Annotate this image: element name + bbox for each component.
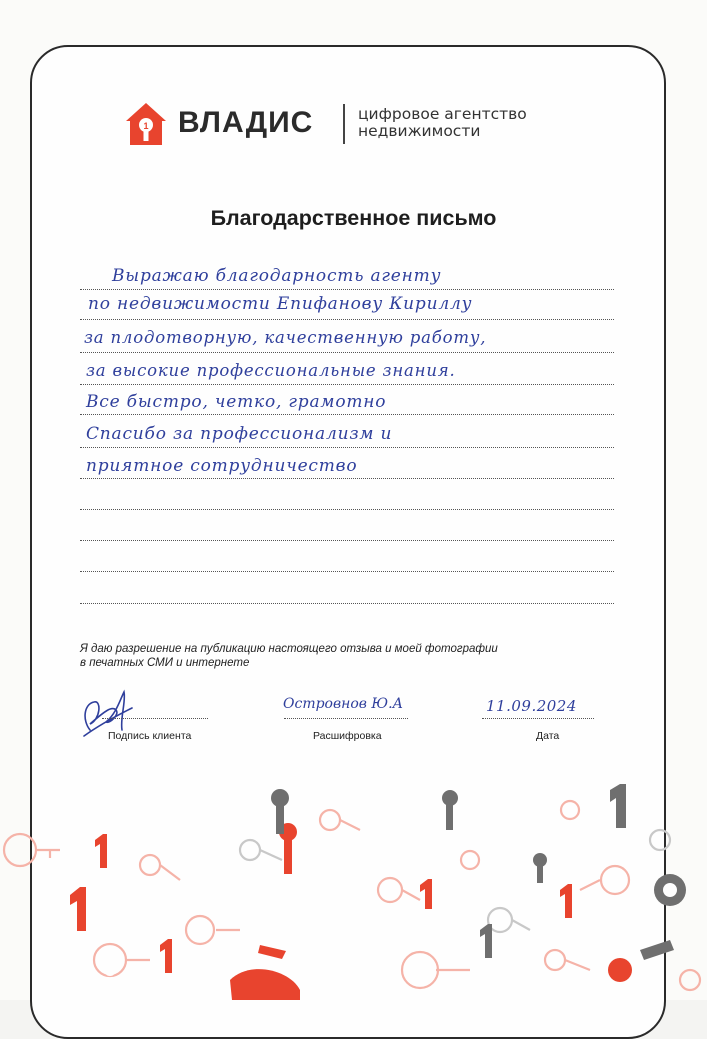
ruled-line [80,571,614,572]
client-signature-label: Подпись клиента [108,730,192,742]
handwritten-line-6: Спасибо за профессионализм и [86,424,393,444]
svg-text:1: 1 [143,121,149,131]
handwritten-line-1: Выражаю благодарность агенту [112,266,442,286]
date-label: Дата [536,730,560,742]
consent-text [80,642,640,670]
ruled-line [80,447,614,448]
tagline-line-2: недвижимости [358,122,481,140]
date-line [482,718,594,719]
ruled-line [80,478,614,479]
ruled-line [80,289,614,290]
ruled-line [80,384,614,385]
handwritten-line-5: Все быстро, четко, грамотно [86,392,387,412]
handwritten-line-7: приятное сотрудничество [86,456,358,476]
ruled-line [80,352,614,353]
handwritten-line-2: по недвижимости Епифанову Кириллу [88,294,473,314]
house-key-logo-icon [124,101,168,147]
signature-decode-value: Островнов Ю.А [283,696,404,712]
ruled-line [80,414,614,415]
decorative-keys-pattern [0,770,707,1000]
handwritten-line-4: за высокие профессиональные знания. [86,361,456,380]
consent-line-2: в печатных СМИ и интернете [80,657,250,669]
decode-line [284,718,408,719]
ruled-line [80,509,614,510]
brand-name: ВЛАДИС [178,106,314,139]
ruled-line [80,319,614,320]
letter-title: Благодарственное письмо [210,206,497,230]
ruled-line [80,603,614,604]
handwritten-line-3: за плодотворную, качественную работу, [84,328,487,347]
tagline-line-1: цифровое агентство [358,105,527,123]
decode-label: Расшифровка [313,730,382,742]
signature-date-value: 11.09.2024 [486,697,577,715]
brand-tagline [358,106,527,140]
client-signature-line [102,718,208,719]
brand-separator [343,104,345,144]
consent-line-1: Я даю разрешение на публикацию настоящего отзыва и моей фотографии [80,643,498,655]
ruled-line [80,540,614,541]
